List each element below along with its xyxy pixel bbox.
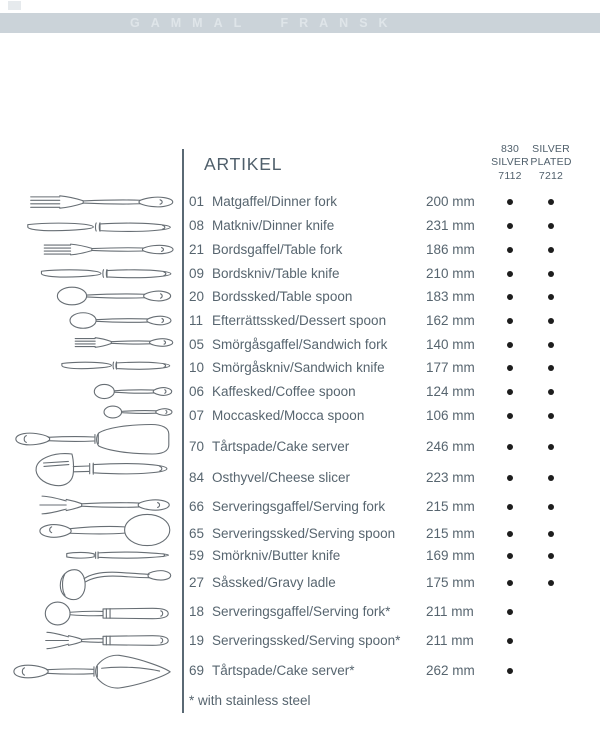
article-name: Osthyvel/Cheese slicer	[212, 470, 351, 485]
pattern-title: GAMMAL FRANSK	[130, 16, 399, 30]
article-length: 183 mm	[426, 289, 475, 304]
table-row	[183, 439, 593, 455]
article-name: Bordssked/Table spoon	[212, 289, 353, 304]
silver-830-dot	[507, 553, 513, 559]
table-row	[183, 242, 593, 258]
article-number: 01	[189, 194, 205, 209]
print-corner-mark	[8, 1, 21, 10]
silver-plated-dot	[548, 413, 554, 419]
column-header-silver-plated	[520, 143, 582, 183]
column-header-line: 7212	[538, 169, 564, 182]
pattern-title-band	[0, 13, 600, 33]
table-row	[183, 470, 593, 486]
article-number: 27	[189, 575, 205, 590]
silver-plated-dot	[548, 223, 554, 229]
article-length: 124 mm	[426, 384, 475, 399]
article-name: Smörgåsgaffel/Sandwich fork	[212, 337, 388, 352]
table-row	[183, 499, 593, 515]
article-length: 140 mm	[426, 337, 475, 352]
article-number: 10	[189, 360, 205, 375]
table-row	[183, 548, 593, 564]
dinner-fork-icon	[26, 191, 176, 213]
silver-830-dot	[507, 365, 513, 371]
cheese-slicer-icon	[32, 450, 174, 490]
table-knife-icon	[38, 264, 176, 283]
article-name: Serveringsgaffel/Serving fork	[212, 499, 386, 514]
table-fork-icon	[40, 240, 176, 259]
article-length: 186 mm	[426, 242, 475, 257]
article-length: 262 mm	[426, 663, 475, 678]
article-name: Kaffesked/Coffee spoon	[212, 384, 356, 399]
sandwich-knife-icon	[59, 357, 174, 374]
article-length: 211 mm	[426, 633, 474, 648]
silver-830-dot	[507, 475, 513, 481]
article-name: Matgaffel/Dinner fork	[212, 194, 338, 209]
article-name: Serveringssked/Serving spoon	[212, 526, 396, 541]
gravy-ladle-icon	[57, 564, 174, 602]
silver-830-dot	[507, 413, 513, 419]
article-number: 59	[189, 548, 205, 563]
silver-830-dot	[507, 638, 513, 644]
article-name: Smörgåskniv/Sandwich knife	[212, 360, 385, 375]
footnote: * with stainless steel	[189, 693, 311, 708]
dessert-spoon-icon	[67, 310, 174, 331]
table-heading: ARTIKEL	[204, 154, 283, 174]
article-number: 20	[189, 289, 205, 304]
article-length: 200 mm	[426, 194, 475, 209]
silver-830-dot	[507, 247, 513, 253]
article-length: 246 mm	[426, 439, 475, 454]
article-name: Matkniv/Dinner knife	[212, 218, 335, 233]
table-row	[183, 289, 593, 305]
coffee-spoon-icon	[92, 382, 174, 401]
article-length: 210 mm	[426, 266, 475, 281]
table-row	[183, 313, 593, 329]
silver-830-dot	[507, 294, 513, 300]
article-name: Bordskniv/Table knife	[212, 266, 340, 281]
article-number: 05	[189, 337, 205, 352]
article-length: 231 mm	[426, 218, 475, 233]
article-name: Serveringssked/Serving spoon*	[212, 633, 401, 648]
silver-830-dot	[507, 318, 513, 324]
column-header-line: 7112	[498, 169, 522, 182]
article-name: Serveringsgaffel/Serving fork*	[212, 604, 391, 619]
silver-830-dot	[507, 668, 513, 674]
column-header-line: SILVER	[491, 156, 529, 169]
article-name: Smörkniv/Butter knife	[212, 548, 341, 563]
article-number: 21	[189, 242, 205, 257]
silver-plated-dot	[548, 475, 554, 481]
silver-830-dot	[507, 444, 513, 450]
silver-plated-dot	[548, 531, 554, 537]
dinner-knife-icon	[24, 217, 176, 237]
article-number: 70	[189, 439, 205, 454]
table-row	[183, 218, 593, 234]
column-header-line: 830	[500, 143, 520, 155]
article-length: 211 mm	[426, 604, 474, 619]
silver-plated-dot	[548, 199, 554, 205]
cake-server-steel-icon	[11, 651, 175, 692]
silver-830-dot	[507, 223, 513, 229]
silver-plated-dot	[548, 553, 554, 559]
silver-830-dot	[507, 389, 513, 395]
silver-830-dot	[507, 342, 513, 348]
article-number: 08	[189, 218, 205, 233]
silver-plated-dot	[548, 389, 554, 395]
article-number: 19	[189, 633, 205, 648]
article-number: 65	[189, 526, 205, 541]
article-name: Moccasked/Mocca spoon	[212, 408, 365, 423]
mocca-spoon-icon	[102, 404, 174, 420]
article-length: 175 mm	[426, 575, 475, 590]
article-number: 11	[189, 313, 204, 328]
silver-830-dot	[507, 531, 513, 537]
serving-spoon-steel-icon	[42, 600, 174, 627]
table-row	[183, 194, 593, 210]
serving-fork-steel-icon	[42, 628, 174, 653]
serving-spoon-icon	[36, 512, 175, 548]
article-number: 06	[189, 384, 205, 399]
article-length: 177 mm	[426, 360, 475, 375]
butter-knife-icon	[64, 547, 174, 563]
article-number: 69	[189, 663, 205, 678]
article-name: Efterrättssked/Dessert spoon	[212, 313, 387, 328]
article-length: 169 mm	[426, 548, 475, 563]
table-row	[183, 575, 593, 591]
silver-plated-dot	[548, 365, 554, 371]
article-length: 223 mm	[426, 470, 475, 485]
table-row	[183, 266, 593, 282]
article-name: Bordsgaffel/Table fork	[212, 242, 343, 257]
silver-plated-dot	[548, 294, 554, 300]
sandwich-fork-icon	[72, 334, 175, 351]
silver-plated-dot	[548, 318, 554, 324]
article-length: 106 mm	[426, 408, 475, 423]
article-name: Tårtspade/Cake server	[212, 439, 350, 454]
column-header-line: SILVER	[532, 143, 570, 155]
table-row	[183, 360, 593, 376]
table-row	[183, 408, 593, 424]
article-name: Såssked/Gravy ladle	[212, 575, 336, 590]
silver-plated-dot	[548, 504, 554, 510]
table-row	[183, 663, 593, 679]
silver-830-dot	[507, 271, 513, 277]
silver-830-dot	[507, 504, 513, 510]
silver-830-dot	[507, 580, 513, 586]
article-number: 84	[189, 470, 205, 485]
table-row	[183, 633, 593, 649]
article-number: 18	[189, 604, 205, 619]
table-row	[183, 384, 593, 400]
article-number: 66	[189, 499, 205, 514]
silver-830-dot	[507, 199, 513, 205]
article-length: 162 mm	[426, 313, 475, 328]
column-header-line: PLATED	[530, 156, 572, 169]
table-row	[183, 337, 593, 353]
article-name: Tårtspade/Cake server*	[212, 663, 355, 678]
article-number: 07	[189, 408, 205, 423]
silver-plated-dot	[548, 342, 554, 348]
article-length: 215 mm	[426, 499, 475, 514]
silver-plated-dot	[548, 247, 554, 253]
article-number: 09	[189, 266, 205, 281]
silver-plated-dot	[548, 580, 554, 586]
table-spoon-icon	[54, 284, 174, 308]
table-row	[183, 526, 593, 542]
silver-plated-dot	[548, 271, 554, 277]
article-length: 215 mm	[426, 526, 475, 541]
silver-plated-dot	[548, 444, 554, 450]
table-row	[183, 604, 593, 620]
silver-830-dot	[507, 609, 513, 615]
